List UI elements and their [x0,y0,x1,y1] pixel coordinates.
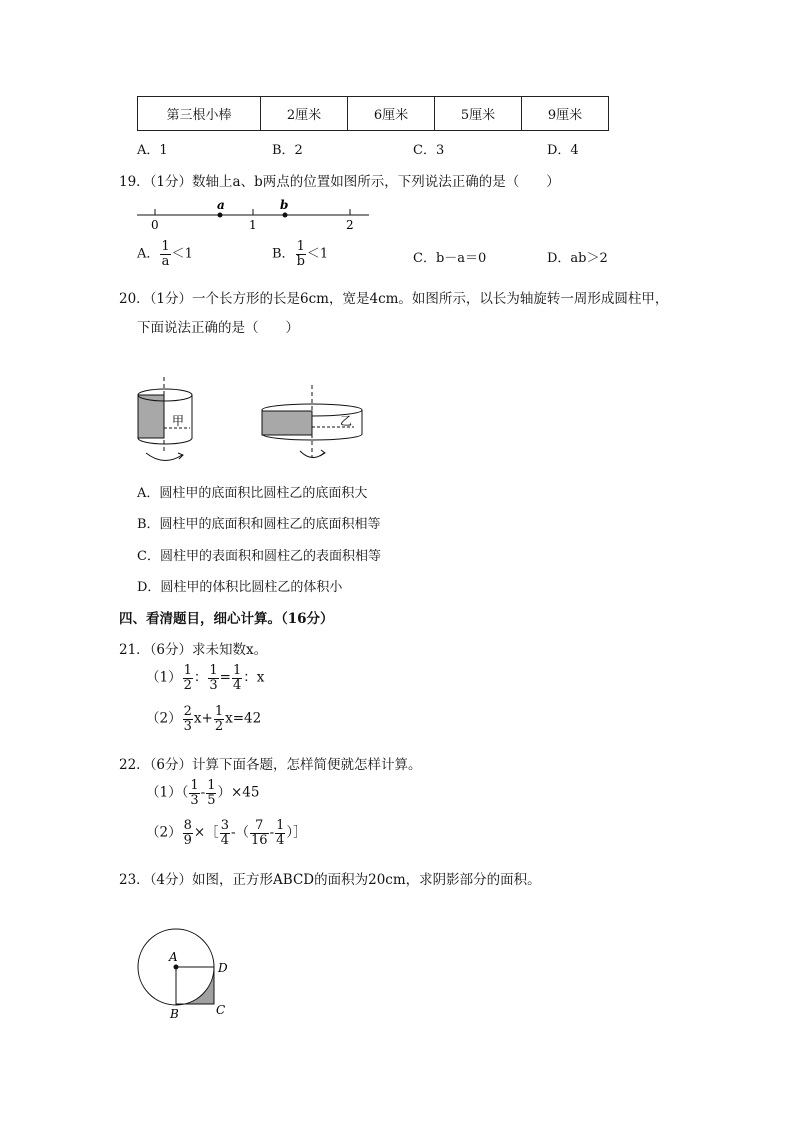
q19-option-d: D．ab＞2 [547,251,608,266]
table-cell: 2厘米 [261,97,348,131]
label-A: A [169,950,178,964]
q20-stem-line2: 下面说法正确的是（ ） [137,320,299,336]
q19-option-c: C．b－a＝0 [413,251,487,266]
q18-option-d: D．4 [547,143,579,158]
q22-part1: （1）（ $\frac{1}{3}$ - $\frac{1}{5}$ ）×45 [146,778,260,808]
q20-stem-line1: 20．（1分）一个长方形的长是6cm，宽是4cm。如图所示，以长为轴旋转一周形成圆柱甲， [119,291,669,307]
table-cell: 第三根小棒 [138,97,261,131]
label-a: a [217,198,225,212]
q21-part1: （1） $\frac{1}{2}$ ： $\frac{1}{3}$ = $\frac{1}{4}$ ：x [146,663,265,693]
q20-option-a: A．圆柱甲的底面积比圆柱乙的底面积大 [137,486,368,501]
q21-part2: （2） $\frac{2}{3}$ x+ $\frac{1}{2}$ x=42 [146,704,262,734]
label-C: C [216,1003,226,1017]
point-a [218,213,223,218]
label-jia: 甲 [172,414,185,428]
q19-option-b: B． $\frac{1}{b}$ ＜1 [272,239,329,269]
table-cell: 5厘米 [435,97,522,131]
table-cell: 6厘米 [348,97,435,131]
point-b [283,213,288,218]
label-b: b [280,198,289,212]
q23-circle-square-figure [128,922,248,1024]
section-4-heading: 四、看清题目，细心计算。（16分） [119,611,334,627]
q19-number-line [135,197,375,235]
label-0: 0 [151,218,159,232]
q19-option-a: A． $\frac{1}{a}$ ＜1 [137,239,193,269]
q20-option-b: B．圆柱甲的底面积和圆柱乙的底面积相等 [137,517,381,532]
table-cell: 9厘米 [522,97,609,131]
label-B: B [170,1007,179,1021]
q20-cylinders-figure [128,375,398,467]
q18-option-c: C．3 [413,143,445,158]
label-2: 2 [346,218,354,232]
label-D: D [218,961,228,975]
label-1: 1 [249,218,257,232]
q22-stem: 22．（6分）计算下面各题，怎样简便就怎样计算。 [119,757,422,773]
q21-stem: 21．（6分）求未知数x。 [119,642,268,658]
q18-option-a: A．1 [137,143,168,158]
q22-part2: （2） $\frac{8}{9}$ ×［ $\frac{3}{4}$ -（ $\frac{7}{16}$ - $\frac{1}{4}$ ）］ [146,818,307,848]
q20-option-c: C．圆柱甲的表面积和圆柱乙的表面积相等 [137,549,381,564]
q18-table [137,96,609,131]
q19-stem: 19．（1分）数轴上a、b两点的位置如图所示，下列说法正确的是（ ） [119,174,560,190]
q18-option-b: B．2 [272,143,303,158]
q23-stem: 23．（4分）如图，正方形ABCD的面积为20cm，求阴影部分的面积。 [119,872,541,888]
q20-option-d: D．圆柱甲的体积比圆柱乙的体积小 [137,580,343,595]
label-yi: 乙 [340,414,353,428]
